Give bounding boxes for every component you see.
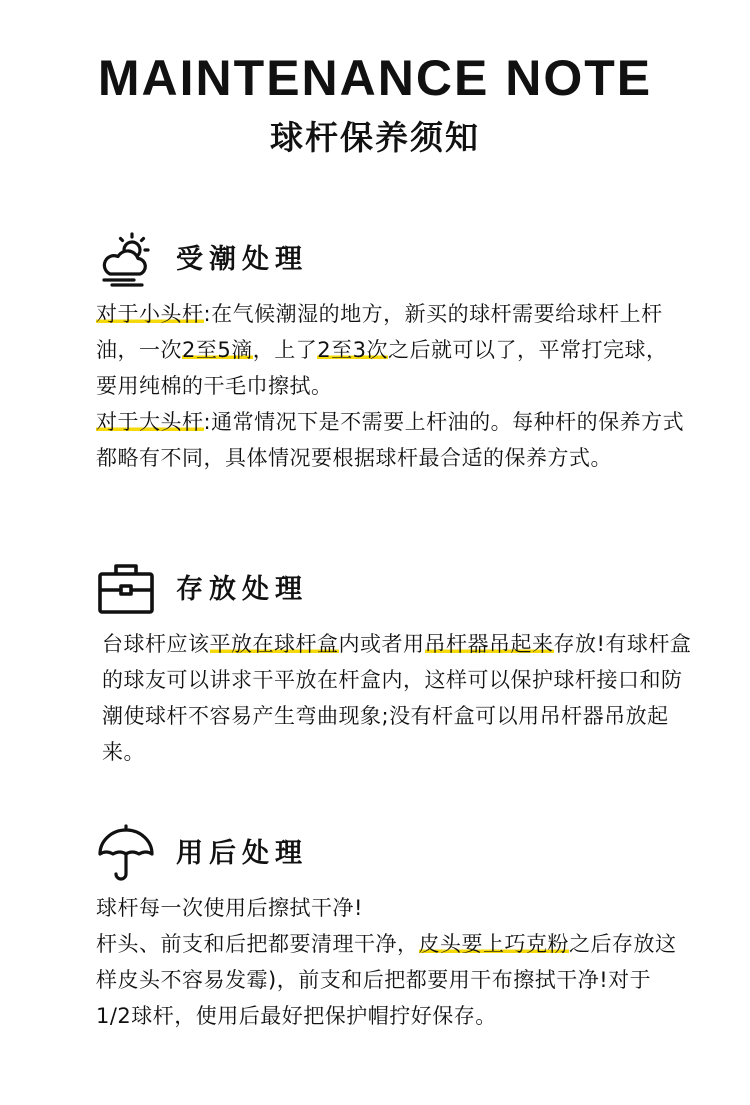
body-text: :通常情况下是不需要上杆油的。每种杆的保养方式都略有不同，具体情况要根据球杆最合适的保养方式。 (96, 410, 685, 470)
paragraph (102, 626, 692, 770)
section-damp-title: 受潮处理 (176, 244, 308, 275)
highlighted-text: 平放在球杆盒 (209, 632, 339, 656)
section-after-use-title: 用后处理 (176, 838, 308, 869)
body-text: 内或者用 (338, 632, 425, 656)
body-text: 台球杆应该 (102, 632, 210, 656)
body-text: :在气候潮湿的地方，新买的球杆需要给球杆上杆油，一次 (96, 302, 663, 362)
paragraph (96, 890, 686, 926)
section-storage-header (96, 560, 656, 620)
paragraph (96, 296, 686, 404)
highlighted-text: 对于小头杆 (96, 302, 204, 326)
weather-icon (96, 230, 156, 290)
page-title-en: MAINTENANCE NOTE (97, 50, 653, 106)
body-text: 之后存放这样皮头不容易发霉)，前支和后把都要用干布擦拭干净!对于1/2球杆，使用后最好把保护帽拧好保存。 (96, 932, 677, 1028)
body-text: 球杆每一次使用后擦拭干净! (96, 896, 363, 920)
section-damp-header (96, 230, 656, 290)
section-damp-body (96, 296, 686, 476)
body-text: 之后就可以了，平常打完球，要用纯棉的干毛巾擦拭。 (96, 338, 668, 398)
highlighted-text: 2至5滴 (182, 338, 253, 362)
page-title-zh: 球杆保养须知 (270, 118, 480, 157)
section-storage-body (102, 626, 692, 770)
highlighted-text: 皮头要上巧克粉 (418, 932, 569, 956)
highlighted-text: 对于大头杆 (96, 410, 204, 434)
paragraph (96, 404, 686, 476)
highlighted-text: 吊杆器吊起来 (424, 632, 554, 656)
body-text: ，上了 (252, 338, 318, 362)
section-after-use-body (96, 890, 686, 1034)
umbrella-icon (96, 824, 156, 884)
highlighted-text: 2至3次 (317, 338, 388, 362)
body-text: 杆头、前支和后把都要清理干净， (96, 932, 419, 956)
section-after-use-header (96, 824, 656, 884)
section-storage-title: 存放处理 (176, 574, 308, 605)
body-text: 存放!有球杆盒的球友可以讲求干平放在杆盒内，这样可以保护球杆接口和防潮使球杆不容易产生弯曲现象;没有杆盒可以用吊杆器吊放起来。 (102, 632, 692, 764)
toolbox-icon (96, 560, 156, 620)
paragraph (96, 926, 686, 1034)
